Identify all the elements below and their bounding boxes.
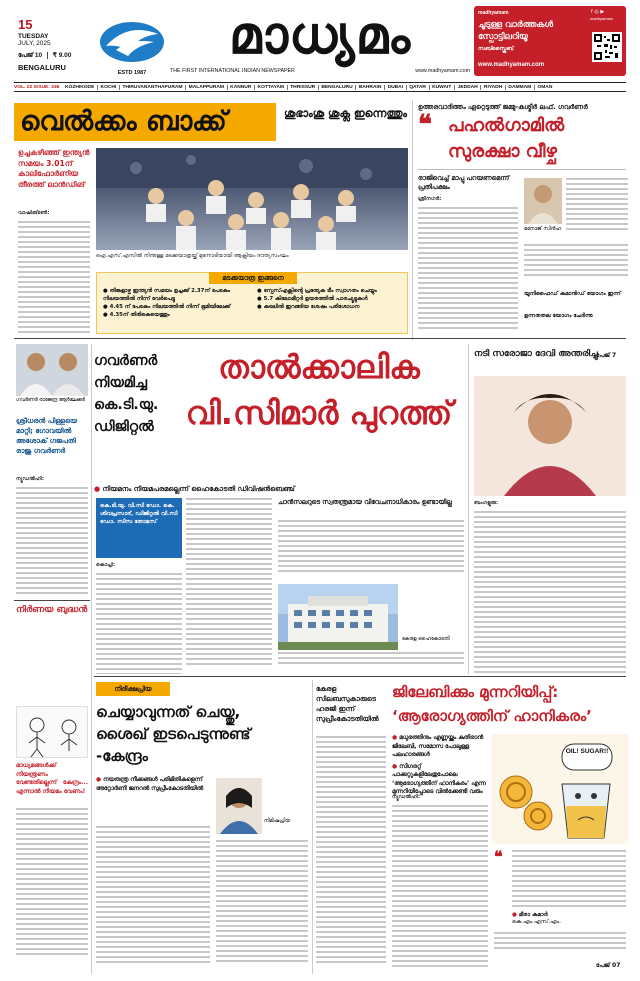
edition-item: DAMMAM (505, 85, 534, 90)
month-year: JULY, 2025 (18, 40, 51, 47)
edition-item: BAHRAIN (355, 85, 384, 90)
charter-body-2 (278, 652, 464, 674)
pahalgam-byline: ശ്രീനഗർ: (418, 196, 442, 202)
cartoon-image (17, 707, 88, 758)
jalebi-headline-2: ‘ആരോഗ്യത്തിന് ഹാനികരം’ (392, 707, 592, 725)
cartoon-panel (16, 706, 88, 758)
nimisha-headline-1: ചെയ്യാവുന്നത് ചെയ്തു, (96, 703, 241, 721)
manoj-sinha-caption: മനോജ് സിൻഹ (524, 226, 562, 232)
volume-label: VOL. 22 ISSUE: 246 (14, 84, 60, 90)
governor-body (16, 476, 88, 596)
jalebi-bullets (392, 734, 488, 797)
weekday: TUESDAY (18, 33, 49, 40)
astronaut-group-image (96, 148, 408, 250)
qr-code-icon (594, 34, 620, 60)
promo-line3: സബ്സ്ക്രൈബ് (478, 46, 514, 52)
jalebi-quote-name: ● മീരാ കുമാർ കെ.എം.എസ്.എം. (512, 912, 626, 926)
actress-body (474, 500, 626, 674)
jalebi-page-ref[interactable]: പേജ് 07 (596, 962, 621, 969)
pahalgam-headline-2: സുരക്ഷാ വീഴ്ച (448, 141, 557, 162)
website-link[interactable]: www.madhyamam.com (415, 68, 470, 74)
jalebi-body-2 (494, 932, 626, 958)
nurses-body (316, 736, 386, 970)
governor-byline: ന്യൂഡൽഹി: (16, 476, 44, 482)
vc-body-1 (96, 562, 182, 674)
edition-item: QATAR (406, 85, 429, 90)
portrait-image (524, 178, 562, 224)
instagram-icon[interactable]: ◎ (594, 9, 599, 15)
tagline: THE FIRST INTERNATIONAL INDIAN NEWSPAPER (170, 68, 295, 74)
lead-body (18, 210, 90, 336)
nurses-headline: കേരള സിലബസുകാരുടെ ഹരജി ഇന്ന് സുപ്രീംകോടതിയിൽ (316, 685, 379, 723)
pahalgam-page-ref[interactable]: പേജ് 7 (596, 352, 617, 359)
lead-side-heading: ഉച്ചകഴിഞ്ഞ് ഇന്ത്യൻ സമയം 3.01ന് കാലിഫോർണിയ തീരത്ത് ലാൻഡിങ് (18, 148, 90, 189)
day-number: 15 (18, 17, 33, 32)
return-box (96, 272, 408, 334)
vc-headline-2: വി.സിമാർ പുറത്ത് (185, 394, 453, 432)
actress-portrait-image (474, 376, 626, 496)
vc-byline: കൊച്ചി: (96, 562, 115, 568)
nimisha-photo-caption: നിമിഷപ്രിയ (264, 818, 291, 824)
nimisha-body-1 (96, 826, 210, 970)
edition-strip (14, 82, 626, 92)
pahalgam-related-1: യൂനിഫൈഡ് കമാൻഡ് യോഗം ഇന്ന് (524, 291, 621, 297)
qr-code[interactable] (592, 32, 622, 62)
edition-item: KOTTAYAM (254, 85, 287, 90)
return-bullet: ● 5.7 കിലോമീറ്റർ ഉയരത്തിൽ പാരച്യൂട്ടുകൾ (257, 296, 368, 303)
edition-item: BENGALURU (318, 85, 355, 90)
pahalgam-sub: രാജിവെച്ച് മാപ്പു പറയണമെന്ന് പ്രതിപക്ഷം (418, 174, 510, 191)
date-block (18, 18, 88, 72)
pages-count: പേജ് 10 (18, 52, 43, 59)
vc-sub: ● നിയമനം നിയമപരമല്ലെന്ന് ഹൈകോടതി ഡിവിഷൻബെഞ്ച് (94, 485, 295, 493)
newspaper-title: മാധ്യമം (228, 6, 412, 66)
pahalgam-headline-1: പഹൽഗാമിൽ (448, 115, 565, 136)
actress-photo (474, 376, 626, 496)
edition-item: DUBAI (384, 85, 406, 90)
lead-photo-caption: ഐ.എസ്.എസിൽ നിന്നുള്ള മടക്കയാത്രയ്ക്ക് മുന്നോടിയായി ആക്സിയം ദൗത്യസംഘം (96, 253, 289, 259)
pahalgam-related-2: ഉന്നതതല യോഗം ചേർന്നു (524, 313, 593, 319)
nimisha-photo (216, 778, 262, 834)
price: ₹ 9.00 (52, 52, 72, 59)
lead-subhead: ശുഭാംശു ശുക്ല ഇന്നെത്തും (284, 107, 408, 120)
bird-logo (98, 16, 166, 76)
edition-item: THIRUVANANTHAPURAM (119, 85, 185, 90)
bird-icon (98, 16, 166, 64)
edition-item: JEDDAH (454, 85, 480, 90)
lead-headline: വെൽക്കം ബാക്ക് (20, 106, 227, 137)
actress-headline: നടി സരോജാ ദേവി അന്തരിച്ചു (474, 349, 598, 359)
edition-item: RIYADH (480, 85, 505, 90)
jalebi-quote (512, 850, 626, 910)
charter-body (278, 520, 464, 580)
edition-list (62, 85, 555, 90)
pahalgam-body-1 (418, 196, 518, 334)
promo-line2: സ്പോട്ടിലറിയൂ (478, 32, 528, 42)
manoj-sinha-photo (524, 178, 562, 224)
edition-item: KOCHI (97, 85, 119, 90)
return-box-title: മടക്കയാത്ര ഇങ്ങനെ (209, 272, 297, 284)
vc-info-box: കെ.ടി.യു. വി.സി ഡോ. കെ. ശിവപ്രസാദ്, ഡിജിറ്റൽ വി.സി ഡോ. സിസ തോമസ് (96, 498, 182, 558)
return-bullet: ● 4.45 ന് പേടകം നിലയത്തിൽ നിന്ന് ഭൂമിയിലേക്ക് (103, 304, 231, 311)
nimisha-label: നിരീക്ഷപ്രിയ (96, 682, 170, 696)
high-court-caption: കേരള ഹൈകോടതി (402, 636, 450, 642)
jalebi-quote-caption: കെ.എം.എസ്.എം. (512, 919, 561, 925)
cartoon-label: നിർണയ ബുദ്ധൻ (16, 605, 88, 615)
jalebi-bullet: ● മധുരത്തിനും എണ്ണയ്ക്കും കുതിരാൻ ജിലേബി, സമോസ പോലുള്ള പലഹാരങ്ങൾ (392, 735, 484, 758)
promo-box[interactable] (474, 6, 626, 76)
nimisha-portrait-image (216, 778, 262, 834)
facebook-icon[interactable]: f (591, 9, 593, 15)
edition-item: KUWAIT (429, 85, 454, 90)
return-bullet: ● കടലിൽ ഇറങ്ങിയ ശേഷം പരിശോധന (257, 304, 360, 311)
return-bullet: ● 4.35ന് തിരികെയെത്തും (103, 312, 170, 319)
vc-headline-1: താൽക്കാലിക (218, 348, 420, 386)
return-bullet: ● സ്പേസ്എക്സിന്റെ പ്രത്യേക ടീം സ്വാഗതം ചെയ്യും (257, 288, 377, 294)
governor-photo-caption: ഗവർണർ രാജേന്ദ്ര ആർലേക്കർ (16, 398, 86, 403)
cartoon-text: മാധ്യമങ്ങൾക്ക് നിയന്ത്രണം വേണ്ടതില്ലെന്ന് കേന്ദ്രം... എന്നാൽ നിയമം വേണം! (16, 762, 88, 796)
governor-photo (16, 344, 88, 396)
estd-label: ESTD 1987 (117, 70, 147, 76)
pahalgam-kicker: ഉത്തരവാദിത്തം ഏറ്റെടുത്ത് ജമ്മു-കശ്മീർ ലഫ്. ഗവർണർ (418, 103, 588, 111)
jalebi-headline-1: ജിലേബിക്കും മുന്നറിയിപ്പ്: (392, 683, 559, 701)
high-court-building-image (278, 584, 398, 650)
quote-mark-icon: ❝ (494, 847, 503, 866)
social-handle: madhyamam (590, 16, 614, 21)
governor-portrait-image (16, 344, 88, 396)
vc-body-2 (186, 498, 272, 674)
edition-item: MALAPPURAM (185, 85, 227, 90)
governor-headline: ഗവർണർ നിയമിച്ച കെ.ടി.യു. ഡിജിറ്റൽ (94, 353, 159, 435)
governor-side-heading: ശ്രീധരൻ പിള്ളയെ മാറ്റി; ഗോവയിൽ അശോക് ഗജപതി രാജു ഗവർണർ (16, 417, 78, 455)
pahalgam-body-2 (566, 178, 628, 238)
charter-headline: ചാൻസലറുടെ സ്വതന്ത്രമായ വിവേചനാധികാരം ഉണ്ടായില്ല (278, 498, 452, 506)
promo-handle: madhyamam (478, 10, 509, 16)
edition-item: KANNUR (227, 85, 254, 90)
jalebi-bullet: ● സിഗരറ്റ് പാക്കറ്റുകളിലേതുപോലെ ‘ആരോഗ്യത്തിന് ഹാനികരം’ എന്ന മുന്നറിയിപ്പോടെ വിൽക്കേണ്ടി വരും (392, 763, 486, 795)
nimisha-headline-3: -കേന്ദ്രം (96, 747, 148, 765)
return-bullet: ● തിങ്കളാഴ്ച ഇന്ത്യൻ സമയം ഉച്ചക്ക് 2.37ന് പേടകം നിലയത്തിൽ നിന്ന് വേർപെട്ടു (103, 288, 230, 303)
pahalgam-body-3 (524, 244, 628, 284)
quote-mark-icon: ❝ (418, 110, 432, 140)
jalebi-illustration (492, 734, 628, 844)
edition-item: OMAN (534, 85, 555, 90)
actress-byline: ബംഗളൂരു: (474, 500, 499, 506)
jar-speech-label: OIL! SUGAR!! (565, 748, 609, 755)
masthead (0, 0, 640, 82)
left-column-body (16, 808, 88, 968)
lead-photo (96, 148, 408, 250)
youtube-icon[interactable]: ▶ (600, 9, 605, 15)
nimisha-headline-2: ശൈഖ് ഇടപെടുന്നുണ്ട് (96, 725, 251, 743)
jalebi-body-1 (392, 794, 488, 970)
lead-byline: വാഷിങ്ടൺ: (18, 210, 50, 216)
nimisha-sub: ● നയതന്ത്ര നീക്കങ്ങൾ പരിമിതികളെന്ന് അറ്റോർണി ജനറൽ സുപ്രീംകോടതിയിൽ (96, 777, 204, 792)
edition-item: THRISSUR (287, 85, 318, 90)
promo-line1: ചൂടുള്ള വാർത്തകൾ (478, 20, 554, 30)
jalebi-byline: ന്യൂഡൽഹി: (392, 794, 420, 800)
edition-city: BENGALURU (18, 63, 66, 72)
nimisha-body-2 (216, 840, 308, 970)
edition-item: KOZHIKODE (65, 84, 95, 90)
high-court-photo (278, 584, 398, 650)
promo-url[interactable]: www.madhyamam.com (478, 62, 545, 68)
social-icons (591, 9, 604, 15)
